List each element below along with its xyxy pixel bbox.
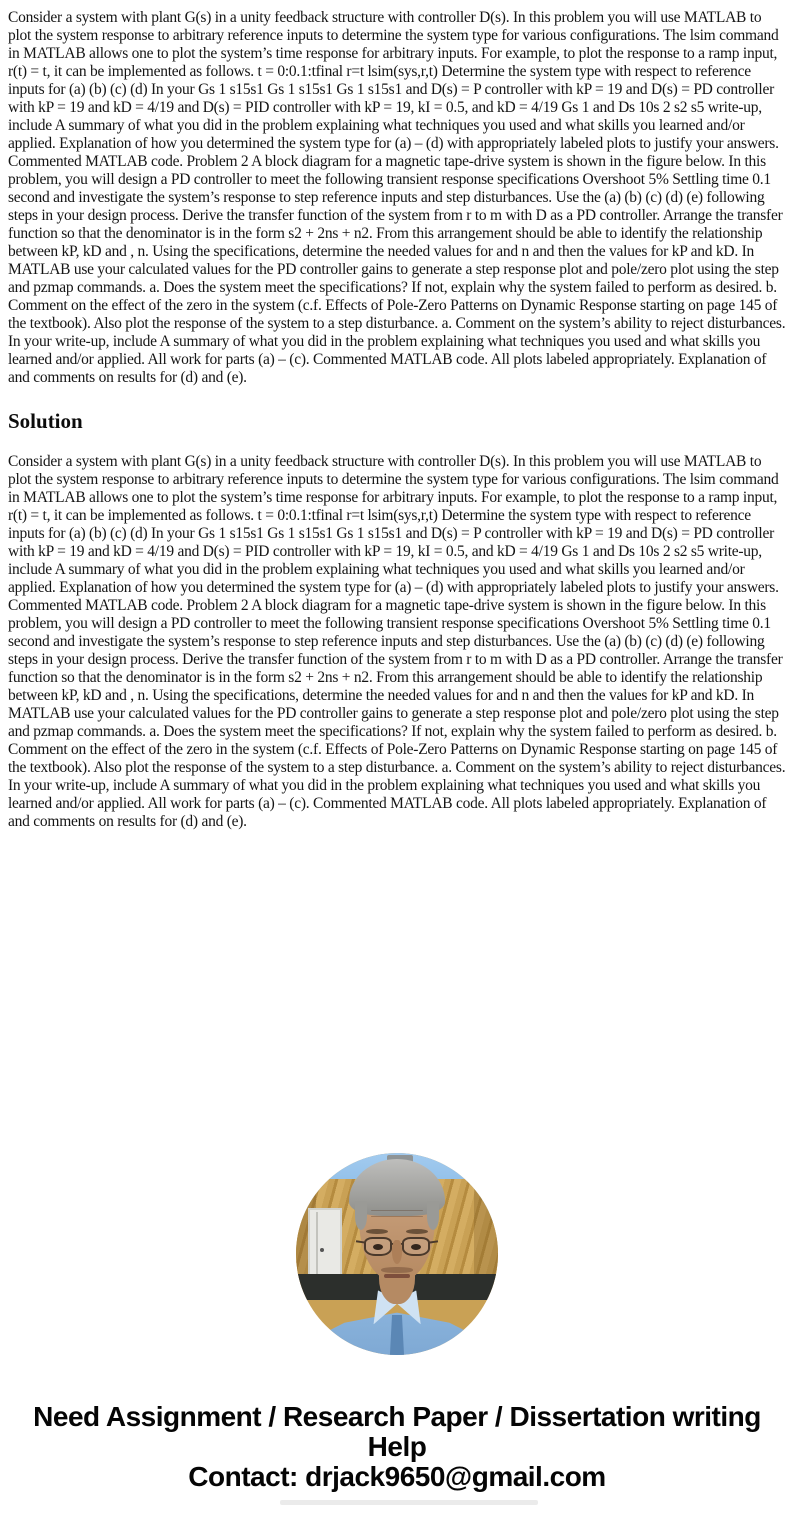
footer-faint-artifact [280,1500,538,1505]
photo-forehead-wrinkle [371,1216,424,1217]
problem-paragraph: Consider a system with plant G(s) in a unity feedback structure with controller D(s). In this problem you will use MATLAB to plot the system response to arbitrary reference inputs to determine the system type for various configurations. The lsim command in MATLAB allows one to plot the system’s time response for arbitrary inputs. For example, to plot the response to a ramp input, r(t) = t, it can be implemented as follows. t = 0:0.1:tfinal r=t lsim(sys,r,t) Determine the system type with respect to reference inputs for (a) (b) (c) (d) In your Gs 1 s15s1 Gs 1 s15s1 Gs 1 s15s1 and D(s) = P controller with kP = 19 and D(s) = PD controller with kP = 19 and kD = 4/19 and D(s) = PID controller with kP = 19, kI = 0.5, and kD = 4/19 Gs 1 and Ds 10s 2 s2 s5 write-up, include A summary of what you did in the problem explaining what techniques you used and what skills you learned and/or applied. Explanation of how you determined the system type for (a) – (d) with appropriately labeled plots to justify your answers. Commented MATLAB code. Problem 2 A block diagram for a magnetic tape-drive system is shown in the figure below. In this problem, you will design a PD controller to meet the following transient response specifications Overshoot 5% Settling time 0.1 second and investigate the system’s response to step reference inputs and step disturbances. Use the (a) (b) (c) (d) (e) following steps in your design process. Derive the transfer function of the system from r to m with D as a PD controller. Arrange the transfer function so that the denominator is in the form s2 + 2ns + n2. From this arrangement should be able to identify the relationship between kP, kD and , n. Using the specifications, determine the needed values for and n and then the values for kP and kD. In MATLAB use your calculated values for the PD controller gains to generate a step response plot and pole/zero plot using the step and pzmap commands. a. Does the system meet the specifications? If not, explain why the system failed to perform as desired. b. Comment on the effect of the zero in the system (c.f. Effects of Pole-Zero Patterns on Dynamic Response starting on page 145 of the textbook). Also plot the response of the system to a step disturbance. a. Comment on the system’s ability to reject disturbances. In your write-up, include A summary of what you did in the problem explaining what techniques you used and what skills you learned and/or applied. All work for parts (a) – (c). Commented MATLAB code. All plots labeled appropriately. Explanation of and comments on results for (d) and (e). [8,9,786,386]
photo-tie [390,1315,404,1355]
solution-heading: Solution [8,409,83,433]
photo-nose [392,1240,402,1264]
photo-mustache [381,1267,413,1273]
footer-help-text: Need Assignment / Research Paper / Dissertation writing Help [33,1401,761,1462]
photo-window-frame [308,1208,342,1285]
photo-window-bar [316,1212,318,1281]
footer-contact-text: Contact: drjack9650@gmail.com [188,1461,606,1492]
photo-mouth [384,1274,410,1278]
photo-sideburn-left [355,1201,367,1229]
tutor-portrait-photo [296,1153,498,1355]
photo-eyebrow-right [406,1229,428,1234]
footer-banner [0,1402,794,1492]
photo-forehead-wrinkle [371,1210,424,1211]
photo-eyebrow-left [366,1229,388,1234]
photo-eye-left [373,1244,383,1250]
photo-eye-right [411,1244,421,1250]
solution-paragraph: Consider a system with plant G(s) in a unity feedback structure with controller D(s). In this problem you will use MATLAB to plot the system response to arbitrary reference inputs to determine the system type for various configurations. The lsim command in MATLAB allows one to plot the system’s time response for arbitrary inputs. For example, to plot the response to a ramp input, r(t) = t, it can be implemented as follows. t = 0:0.1:tfinal r=t lsim(sys,r,t) Determine the system type with respect to reference inputs for (a) (b) (c) (d) In your Gs 1 s15s1 Gs 1 s15s1 Gs 1 s15s1 and D(s) = P controller with kP = 19 and D(s) = PD controller with kP = 19 and kD = 4/19 and D(s) = PID controller with kP = 19, kI = 0.5, and kD = 4/19 Gs 1 and Ds 10s 2 s2 s5 write-up, include A summary of what you did in the problem explaining what techniques you used and what skills you learned and/or applied. Explanation of how you determined the system type for (a) – (d) with appropriately labeled plots to justify your answers. Commented MATLAB code. Problem 2 A block diagram for a magnetic tape-drive system is shown in the figure below. In this problem, you will design a PD controller to meet the following transient response specifications Overshoot 5% Settling time 0.1 second and investigate the system’s response to step reference inputs and step disturbances. Use the (a) (b) (c) (d) (e) following steps in your design process. Derive the transfer function of the system from r to m with D as a PD controller. Arrange the transfer function so that the denominator is in the form s2 + 2ns + n2. From this arrangement should be able to identify the relationship between kP, kD and , n. Using the specifications, determine the needed values for and n and then the values for kP and kD. In MATLAB use your calculated values for the PD controller gains to generate a step response plot and pole/zero plot using the step and pzmap commands. a. Does the system meet the specifications? If not, explain why the system failed to perform as desired. b. Comment on the effect of the zero in the system (c.f. Effects of Pole-Zero Patterns on Dynamic Response starting on page 145 of the textbook). Also plot the response of the system to a step disturbance. a. Comment on the system’s ability to reject disturbances. In your write-up, include A summary of what you did in the problem explaining what techniques you used and what skills you learned and/or applied. All work for parts (a) – (c). Commented MATLAB code. All plots labeled appropriately. Explanation of and comments on results for (d) and (e). [8,453,786,830]
